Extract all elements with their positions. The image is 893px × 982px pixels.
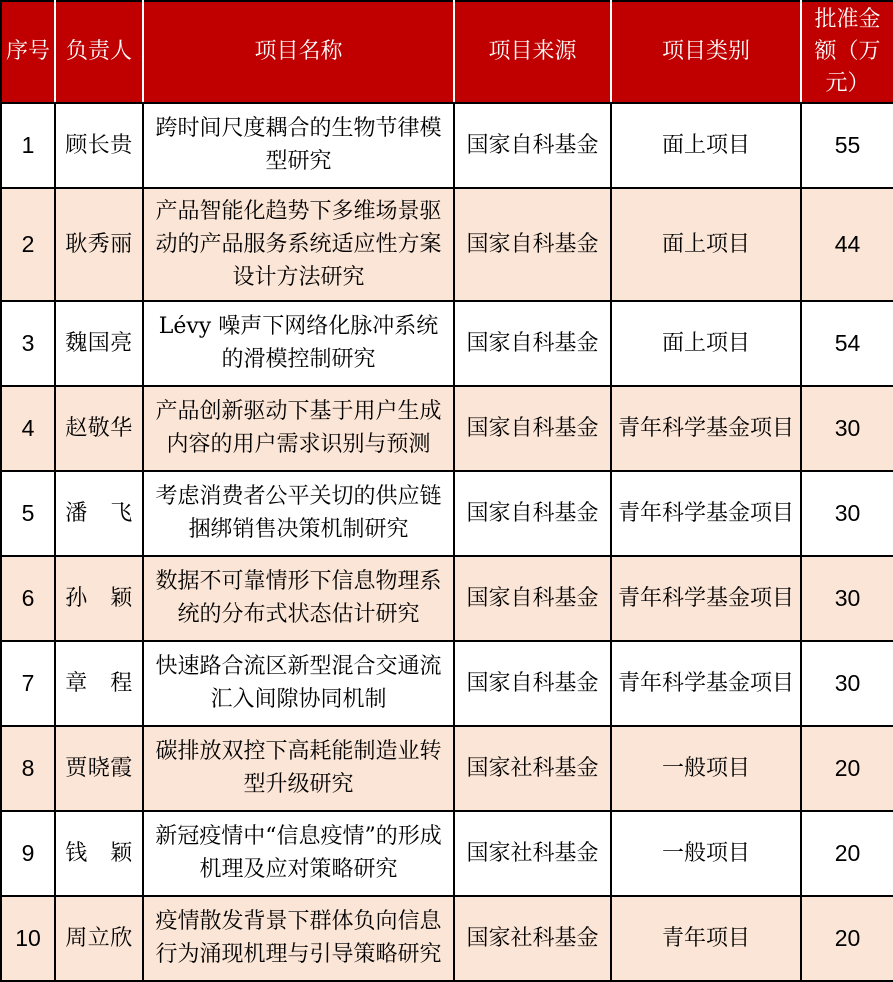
cell-approved-amount: 20 xyxy=(801,811,893,896)
cell-leader-name: 顾长贵 xyxy=(55,103,143,188)
cell-project-category: 青年项目 xyxy=(611,896,801,981)
cell-project-source: 国家社科基金 xyxy=(454,896,611,981)
cell-index: 4 xyxy=(1,386,55,471)
cell-index: 5 xyxy=(1,471,55,556)
cell-leader-name: 孙 颖 xyxy=(55,556,143,641)
cell-project-name: Lévy 噪声下网络化脉冲系统的滑模控制研究 xyxy=(143,301,454,386)
cell-project-source: 国家社科基金 xyxy=(454,811,611,896)
cell-project-category: 面上项目 xyxy=(611,301,801,386)
column-header-source: 项目来源 xyxy=(454,1,611,103)
cell-project-source: 国家自科基金 xyxy=(454,103,611,188)
table-row xyxy=(1,726,893,811)
table-row xyxy=(1,188,893,301)
cell-project-name: 快速路合流区新型混合交通流汇入间隙协同机制 xyxy=(143,641,454,726)
cell-approved-amount: 30 xyxy=(801,386,893,471)
cell-approved-amount: 20 xyxy=(801,896,893,981)
cell-index: 3 xyxy=(1,301,55,386)
cell-project-name: 跨时间尺度耦合的生物节律模型研究 xyxy=(143,103,454,188)
cell-project-source: 国家社科基金 xyxy=(454,726,611,811)
table-row xyxy=(1,896,893,981)
cell-project-category: 青年科学基金项目 xyxy=(611,556,801,641)
cell-index: 1 xyxy=(1,103,55,188)
cell-approved-amount: 20 xyxy=(801,726,893,811)
cell-project-source: 国家自科基金 xyxy=(454,386,611,471)
cell-project-category: 一般项目 xyxy=(611,811,801,896)
column-header-index: 序号 xyxy=(1,1,55,103)
table-row xyxy=(1,556,893,641)
cell-leader-name: 贾晓霞 xyxy=(55,726,143,811)
cell-project-name: 产品智能化趋势下多维场景驱动的产品服务系统适应性方案设计方法研究 xyxy=(143,188,454,301)
cell-project-name: 新冠疫情中“信息疫情”的形成机理及应对策略研究 xyxy=(143,811,454,896)
cell-leader-name: 周立欣 xyxy=(55,896,143,981)
table-row xyxy=(1,301,893,386)
cell-project-source: 国家自科基金 xyxy=(454,641,611,726)
cell-project-name: 碳排放双控下高耗能制造业转型升级研究 xyxy=(143,726,454,811)
cell-approved-amount: 44 xyxy=(801,188,893,301)
cell-approved-amount: 30 xyxy=(801,641,893,726)
table-body xyxy=(1,103,893,981)
cell-index: 6 xyxy=(1,556,55,641)
cell-approved-amount: 55 xyxy=(801,103,893,188)
cell-index: 2 xyxy=(1,188,55,301)
cell-project-category: 一般项目 xyxy=(611,726,801,811)
cell-project-name: 产品创新驱动下基于用户生成内容的用户需求识别与预测 xyxy=(143,386,454,471)
cell-approved-amount: 54 xyxy=(801,301,893,386)
cell-project-name: 数据不可靠情形下信息物理系统的分布式状态估计研究 xyxy=(143,556,454,641)
cell-project-category: 面上项目 xyxy=(611,188,801,301)
column-header-category: 项目类别 xyxy=(611,1,801,103)
cell-leader-name: 耿秀丽 xyxy=(55,188,143,301)
cell-project-source: 国家自科基金 xyxy=(454,471,611,556)
cell-project-name: 考虑消费者公平关切的供应链捆绑销售决策机制研究 xyxy=(143,471,454,556)
table-row xyxy=(1,386,893,471)
cell-project-category: 面上项目 xyxy=(611,103,801,188)
cell-leader-name: 钱 颖 xyxy=(55,811,143,896)
cell-project-source: 国家自科基金 xyxy=(454,188,611,301)
cell-project-source: 国家自科基金 xyxy=(454,301,611,386)
table-row xyxy=(1,811,893,896)
cell-project-name: 疫情散发背景下群体负向信息行为涌现机理与引导策略研究 xyxy=(143,896,454,981)
cell-leader-name: 魏国亮 xyxy=(55,301,143,386)
cell-index: 9 xyxy=(1,811,55,896)
cell-approved-amount: 30 xyxy=(801,556,893,641)
table-row xyxy=(1,103,893,188)
cell-leader-name: 潘 飞 xyxy=(55,471,143,556)
cell-project-category: 青年科学基金项目 xyxy=(611,386,801,471)
cell-index: 7 xyxy=(1,641,55,726)
cell-index: 10 xyxy=(1,896,55,981)
column-header-amount: 批准金额（万元） xyxy=(801,1,893,103)
cell-approved-amount: 30 xyxy=(801,471,893,556)
cell-leader-name: 章 程 xyxy=(55,641,143,726)
cell-project-source: 国家自科基金 xyxy=(454,556,611,641)
cell-index: 8 xyxy=(1,726,55,811)
table-row xyxy=(1,471,893,556)
table-header-row xyxy=(1,1,893,103)
cell-project-category: 青年科学基金项目 xyxy=(611,471,801,556)
table-row xyxy=(1,641,893,726)
cell-project-category: 青年科学基金项目 xyxy=(611,641,801,726)
column-header-leader: 负责人 xyxy=(55,1,143,103)
cell-leader-name: 赵敬华 xyxy=(55,386,143,471)
column-header-name: 项目名称 xyxy=(143,1,454,103)
